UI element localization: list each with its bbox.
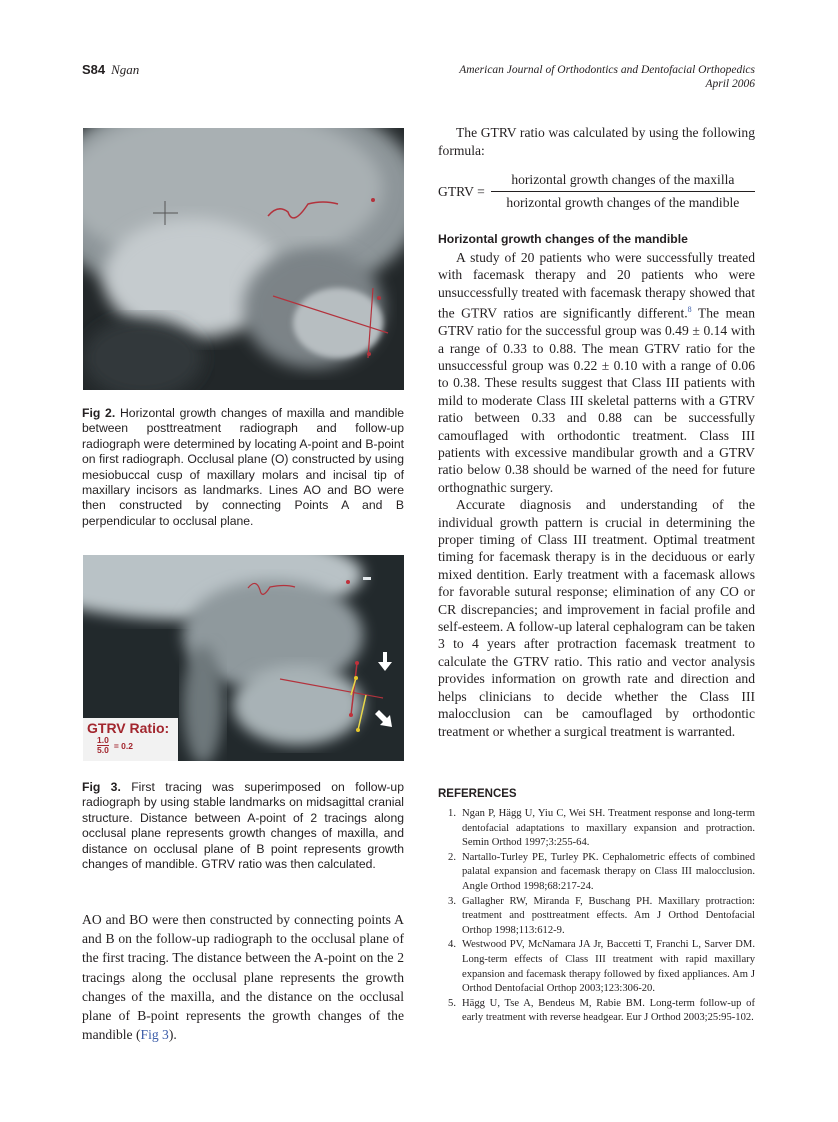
reference-text: Hägg U, Tse A, Bendeus M, Rabie BM. Long-term follow-up of early treatment with reverse headgear. Eur J Orthod 2003;25:95-102. xyxy=(462,997,755,1024)
skull-xray-image xyxy=(83,128,404,390)
p1-text-a: A study of 20 patients who were successfully treated with facemask therapy and 20 patients who were unsuccessfully treated with facemask therapy showed that the GTRV ratios are significantly different. xyxy=(438,250,755,321)
fig2-radiograph xyxy=(83,128,404,390)
author-name: Ngan xyxy=(111,62,140,77)
left-paragraph: AO and BO were then constructed by connecting points A and B on the follow-up radiograph to the occlusal plane of the first tracing. The distance between the A-point on the 2 tracings along the occlusal plane represents the growth changes of the maxilla, and the distance on the occlusal plane of B-point represents the growth changes of the mandible ( xyxy=(82,912,404,1043)
page-number: S84 xyxy=(82,62,106,77)
references-heading: REFERENCES xyxy=(438,788,517,800)
fig2-caption xyxy=(82,406,404,529)
reference-text: Nartallo-Turley PE, Turley PK. Cephalometric effects of combined palatal expansion and facemask therapy on Class III malocclusion. Angle Orthod 1998;68:217-24. xyxy=(462,851,755,892)
reference-number: 5. xyxy=(448,997,456,1009)
overlay-numerator: 1.0 xyxy=(97,735,109,745)
fig2-caption-text: Horizontal growth changes of maxilla and mandible between posttreatment radiograph and follow-up radiograph were determined by locating A-point and B-point on first radiograph. Occlusal plane (O) constructed by using mesiobuccal cusp of maxillary molars and incisal tip of maxillary incisors as landmarks. Lines AO and BO were then constructed by connecting Points A and B perpendicular to occlusal plane. xyxy=(82,406,405,528)
intro-paragraph: The GTRV ratio was calculated by using the following formula: xyxy=(438,125,755,159)
formula-numerator: horizontal growth changes of the maxilla xyxy=(491,172,755,192)
reference-item xyxy=(436,851,755,895)
paragraph-2: Accurate diagnosis and understanding of the individual growth pattern is crucial in determining the proper timing of Class III treatment. Optimal treatment timing for facemask therapy is in the deciduous or early mixed dentition. Early treatment with a facemask allows for favorable sutural response; elimination of any CO or CR discrepancies; and improvement in facial profile and self-esteem. A follow-up lateral cephalogram can be taken 3 to 4 years after protraction facemask treatment to calculate the GTRV ratio. This ratio and vector analysis provides information on growth rate and direction and helps clinicians to decide whether the Class III malocclusion can be camouflaged by orthodontic treatment or whether a surgical treatment is warranted. xyxy=(438,497,755,739)
reference-text: Gallagher RW, Miranda F, Buschang PH. Maxillary protraction: treatment and posttreatment effects. Am J Orthod Dentofacial Orthop 1998;113:612-9. xyxy=(462,895,755,936)
formula-lhs: GTRV = xyxy=(438,183,485,199)
left-paragraph-end: ). xyxy=(168,1027,177,1043)
right-body-text xyxy=(438,249,755,740)
reference-item xyxy=(436,807,755,851)
reference-number: 1. xyxy=(448,808,456,819)
paragraph-1 xyxy=(438,249,755,496)
fig2-label: Fig 2. xyxy=(82,406,116,420)
reference-item xyxy=(436,938,755,996)
running-header-right xyxy=(459,63,755,91)
overlay-denominator: 5.0 xyxy=(97,745,109,755)
fig3-radiograph xyxy=(83,555,404,761)
citation-8-link[interactable]: 8 xyxy=(687,305,692,315)
journal-title: American Journal of Orthodontics and Dentofacial Orthopedics xyxy=(459,64,755,76)
reference-text: Westwood PV, McNamara JA Jr, Baccetti T, Franchi L, Sarver DM. Long-term effects of Class III treatment with rapid maxillary expansion and facemask therapy followed by fixed appliances. Am J Orthod Dentofacial Orthop 2003;123:306-20. xyxy=(462,939,755,995)
overlay-result: = 0.2 xyxy=(113,740,133,751)
reference-number: 2. xyxy=(448,851,456,863)
formula-denominator: horizontal growth changes of the mandible xyxy=(506,195,740,210)
p1-text-b: The mean GTRV ratio for the successful group was 0.49 ± 0.14 with a range of 0.33 to 0.88. The mean GTRV ratio for the unsuccessful group was 0.22 ± 0.10 with a range of 0.06 to 0.38. These results suggest that Class III patients with mild to moderate Class III skeletal patterns with a GTRV ratio between 0.33 and 0.88 can be successfully camouflaged with orthodontic treatment. Class III patients with excessive mandibular growth and a GTRV ratio below 0.38 should be warned of the need for future orthognathic surgery. xyxy=(438,305,756,495)
left-body-text xyxy=(82,910,404,1044)
issue-date: April 2006 xyxy=(705,78,755,90)
reference-text: Ngan P, Hägg U, Yiu C, Wei SH. Treatment response and long-term dentofacial adaptations to maxillary expansion and protraction. Semin Orthod 1997;3:255-64. xyxy=(462,808,755,849)
reference-item xyxy=(436,895,755,939)
running-header-left xyxy=(82,62,139,78)
reference-item xyxy=(436,997,755,1026)
reference-number: 4. xyxy=(448,939,456,951)
references-list xyxy=(436,807,755,1026)
fig3-caption xyxy=(82,780,404,872)
fig3-link[interactable]: Fig 3 xyxy=(140,1027,169,1043)
overlay-title: GTRV Ratio: xyxy=(87,720,170,736)
gtrv-formula xyxy=(438,172,755,211)
fig3-label: Fig 3. xyxy=(82,780,121,794)
reference-number: 3. xyxy=(448,895,456,907)
fig3-caption-text: First tracing was superimposed on follow-up radiograph by using stable landmarks on midsagittal cranial structure. Distance between A-point of 2 tracings along occlusal plane represents growth changes of maxilla, and distance on occlusal plane of B point represents growth changes of mandible. GTRV ratio was then calculated. xyxy=(82,780,404,872)
section-heading: Horizontal growth changes of the mandible xyxy=(438,232,688,246)
formula-intro xyxy=(438,124,755,160)
gtrv-ratio-overlay xyxy=(83,718,178,761)
